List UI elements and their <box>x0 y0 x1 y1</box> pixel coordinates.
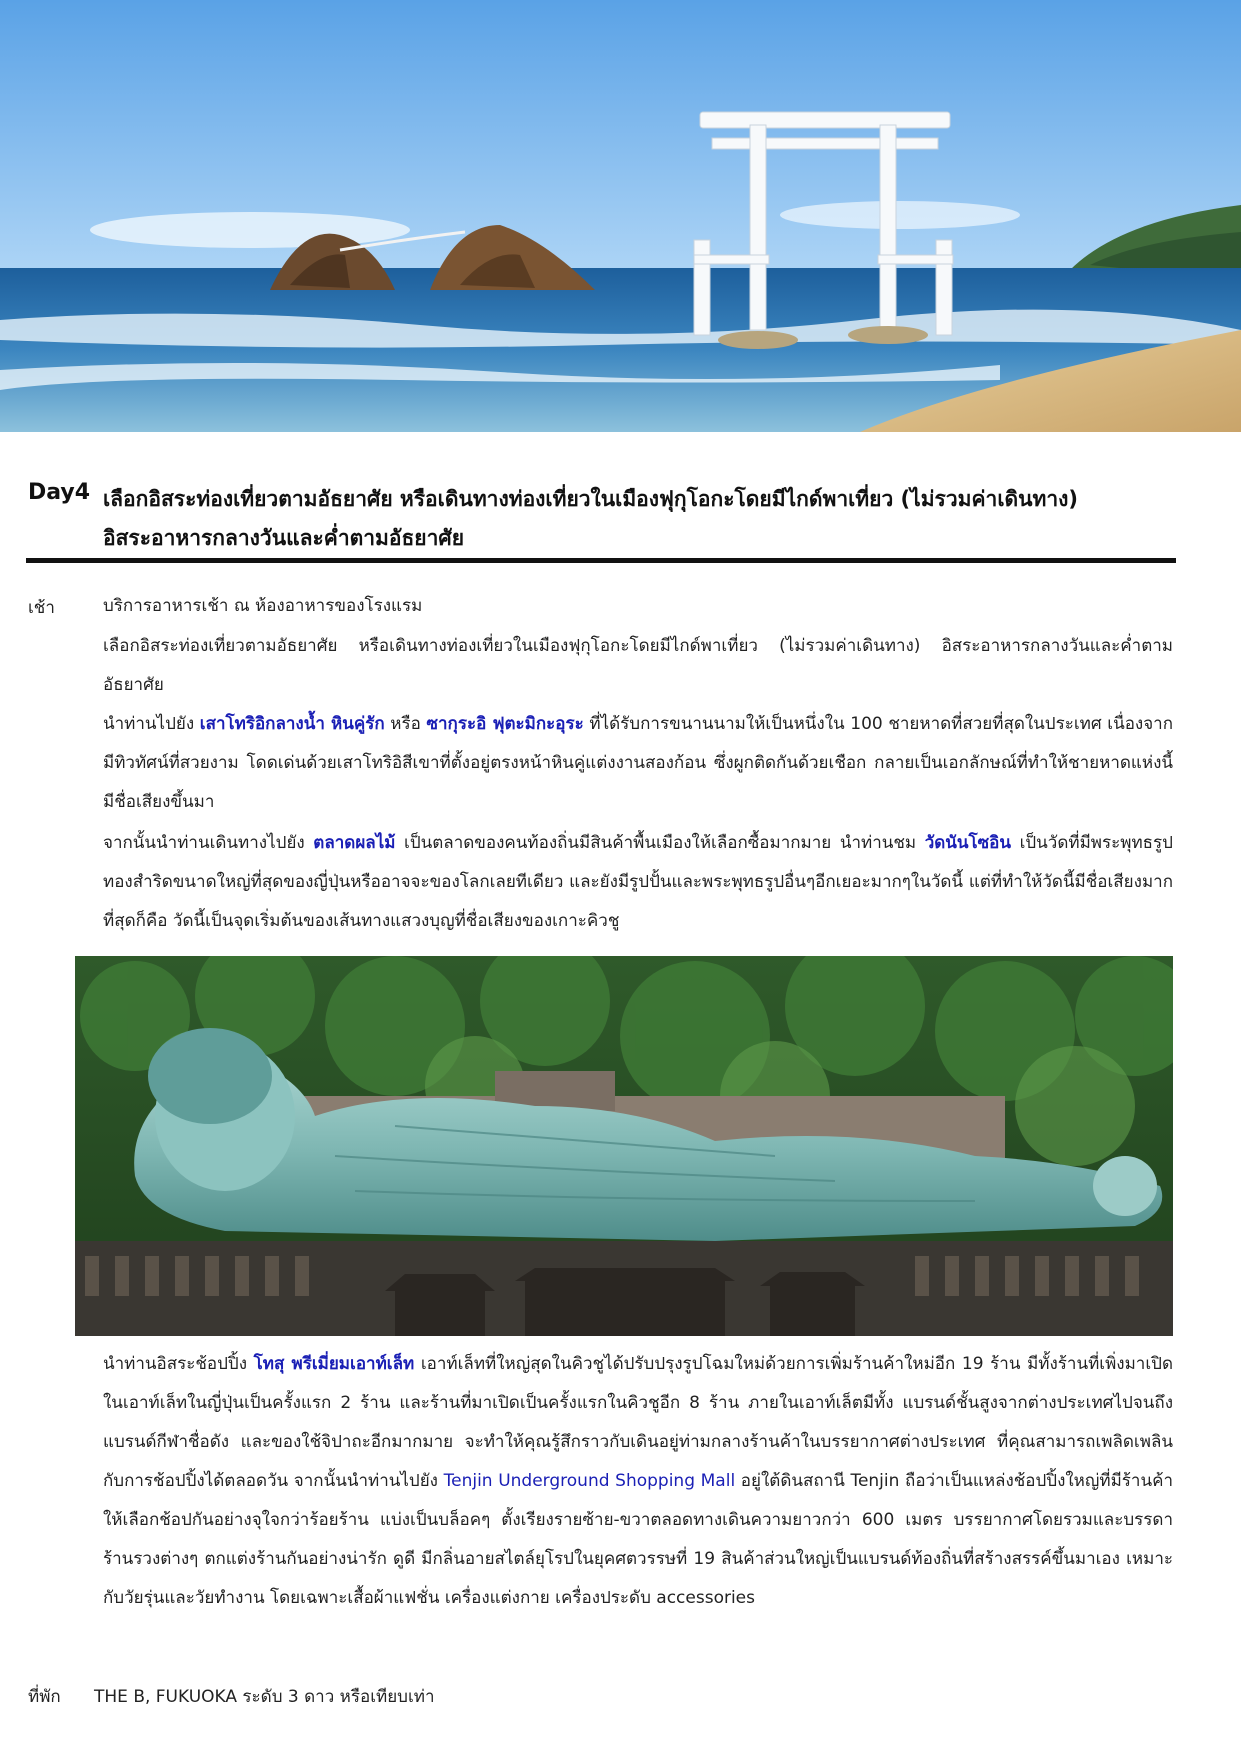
tenjin-mall-highlight: Tenjin Underground Shopping Mall <box>443 1471 736 1491</box>
day-label: Day4 <box>28 480 91 505</box>
reclining-buddha-photo <box>75 956 1173 1336</box>
header-divider <box>26 558 1176 563</box>
market-text-b: เป็นตลาดของคนท้องถิ่นมีสินค้าพื้นเมืองให้เลือกซื้อมากมาย นำท่านชม <box>395 833 925 853</box>
shopping-text-b: เอาท์เล็ทที่ใหญ่สุดในคิวชูได้ปรับปรุงรูปโฉมใหม่ด้วยการเพิ่มร้านค้าใหม่อีก 19 ร้าน มีทั้งร้านที่เพิ่งมาเปิดในเอาท์เล็ทในญี่ปุ่นเป็นครั้งแรก 2 ร้าน และร้านที่มาเปิดเป็นครั้งแรกในคิวชูอีก 8 ร้าน ภายในเอาท์เล็ตมีทั้ง แบรนด์ชั้นสูงจากต่างประเทศไปจนถึงแบรนด์กีฬาชื่อดัง และของใช้จิปาถะอีกมากมาย จะทำให้คุณรู้สึกราวกับเดินอยู่ท่ามกลางร้านค้าในบรรยากาศต่างประเทศ ที่คุณสามารถเพลิดเพลินกับการช้อปปิ้งได้ตลอดวัน จากนั้นนำท่านไปยัง <box>103 1354 1173 1491</box>
market-text-a: จากนั้นนำท่านเดินทางไปยัง <box>103 833 314 853</box>
morning-label: เช้า <box>28 598 55 618</box>
day-title <box>103 480 1183 558</box>
market-paragraph <box>103 824 1173 941</box>
free-time-text: เลือกอิสระท่องเที่ยวตามอัธยาศัย หรือเดินทางท่องเที่ยวในเมืองฟุกุโอกะโดยมีไกด์พาเที่ยว (ไม่รวมค่าเดินทาง) อิสระอาหารกลางวันและค่ำตามอัธยาศัย <box>103 636 1173 695</box>
torii-highlight: เสาโทริอิกลางน้ำ หินคู่รัก <box>199 714 385 734</box>
shopping-paragraph <box>103 1345 1173 1618</box>
torii-text-a: นำท่านไปยัง <box>103 714 200 734</box>
day-title-line-1: เลือกอิสระท่องเที่ยวตามอัธยาศัย หรือเดินทางท่องเที่ยวในเมืองฟุกุโอกะโดยมีไกด์พาเที่ยว (ไม่รวมค่าเดินทาง) <box>103 487 1078 511</box>
tosu-outlet-highlight: โทสุ พรีเมี่ยมเอาท์เล็ท <box>253 1354 415 1374</box>
hotel-name: THE B, FUKUOKA ระดับ 3 ดาว หรือเทียบเท่า <box>94 1687 435 1707</box>
torii-text-b: หรือ <box>384 714 427 734</box>
torii-paragraph <box>103 705 1173 822</box>
sakurai-highlight: ซากุระอิ ฟุตะมิกะอุระ <box>426 714 584 734</box>
hotel-label: ที่พัก <box>28 1687 61 1707</box>
fruit-market-highlight: ตลาดผลไม้ <box>313 833 396 853</box>
breakfast-text: บริการอาหารเช้า ณ ห้องอาหารของโรงแรม <box>103 596 423 616</box>
hero-beach-photo <box>0 0 1241 432</box>
nanzoin-highlight: วัดนันโซอิน <box>924 833 1012 853</box>
market-text-c: เป็นวัดที่มีพระพุทธรูปทองสำริดขนาดใหญ่ที่สุดของญี่ปุ่นหรืออาจจะของโลกเลยทีเดียว และยังมีรูปปั้นและพระพุทธรูปอื่นๆอีกเยอะมากๆในวัดนี้ แต่ที่ทำให้วัดนี้มีชื่อเสียงมากที่สุดก็คือ วัดนี้เป็นจุดเริ่มต้นของเส้นทางแสวงบุญที่ชื่อเสียงของเกาะคิวชู <box>103 833 1173 931</box>
shopping-text-a: นำท่านอิสระช้อปปิ้ง <box>103 1354 254 1374</box>
day-title-line-2: อิสระอาหารกลางวันและค่ำตามอัธยาศัย <box>103 526 465 550</box>
shopping-text-c: อยู่ใต้ดินสถานี Tenjin ถือว่าเป็นแหล่งช้อปปิ้งใหญ่ที่มีร้านค้าให้เลือกช้อปกันอย่างจุใจกว่าร้อยร้าน แบ่งเป็นบล็อคๆ ตั้งเรียงรายซ้าย-ขวาตลอดทางเดินความยาวกว่า 600 เมตร บรรยากาศโดยรวมและบรรดาร้านรวงต่างๆ ตกแต่งร้านกันอย่างน่ารัก ดูดี มีกลิ่นอายสไตล์ยุโรปในยุคศตวรรษที่ 19 สินค้าส่วนใหญ่เป็นแบรนด์ท้องถิ่นที่สร้างสรรค์ขึ้นมาเอง เหมาะกับวัยรุ่นและวัยทำงาน โดยเฉพาะเสื้อผ้าแฟชั่น เครื่องแต่งกาย เครื่องประดับ accessories <box>103 1471 1173 1608</box>
torii-text-c: ที่ได้รับการขนานนามให้เป็นหนึ่งใน 100 ชายหาดที่สวยที่สุดในประเทศ เนื่องจากมีทิวทัศน์ที่สวยงาม โดดเด่นด้วยเสาโทริอิสีเขาที่ตั้งอยู่ตรงหน้าหินคู่แต่งงานสองก้อน ซึ่งผูกติดกันด้วยเชือก กลายเป็นเอกลักษณ์ที่ทำให้ชายหาดแห่งนี้มีชื่อเสียงขึ้นมา <box>103 714 1174 812</box>
